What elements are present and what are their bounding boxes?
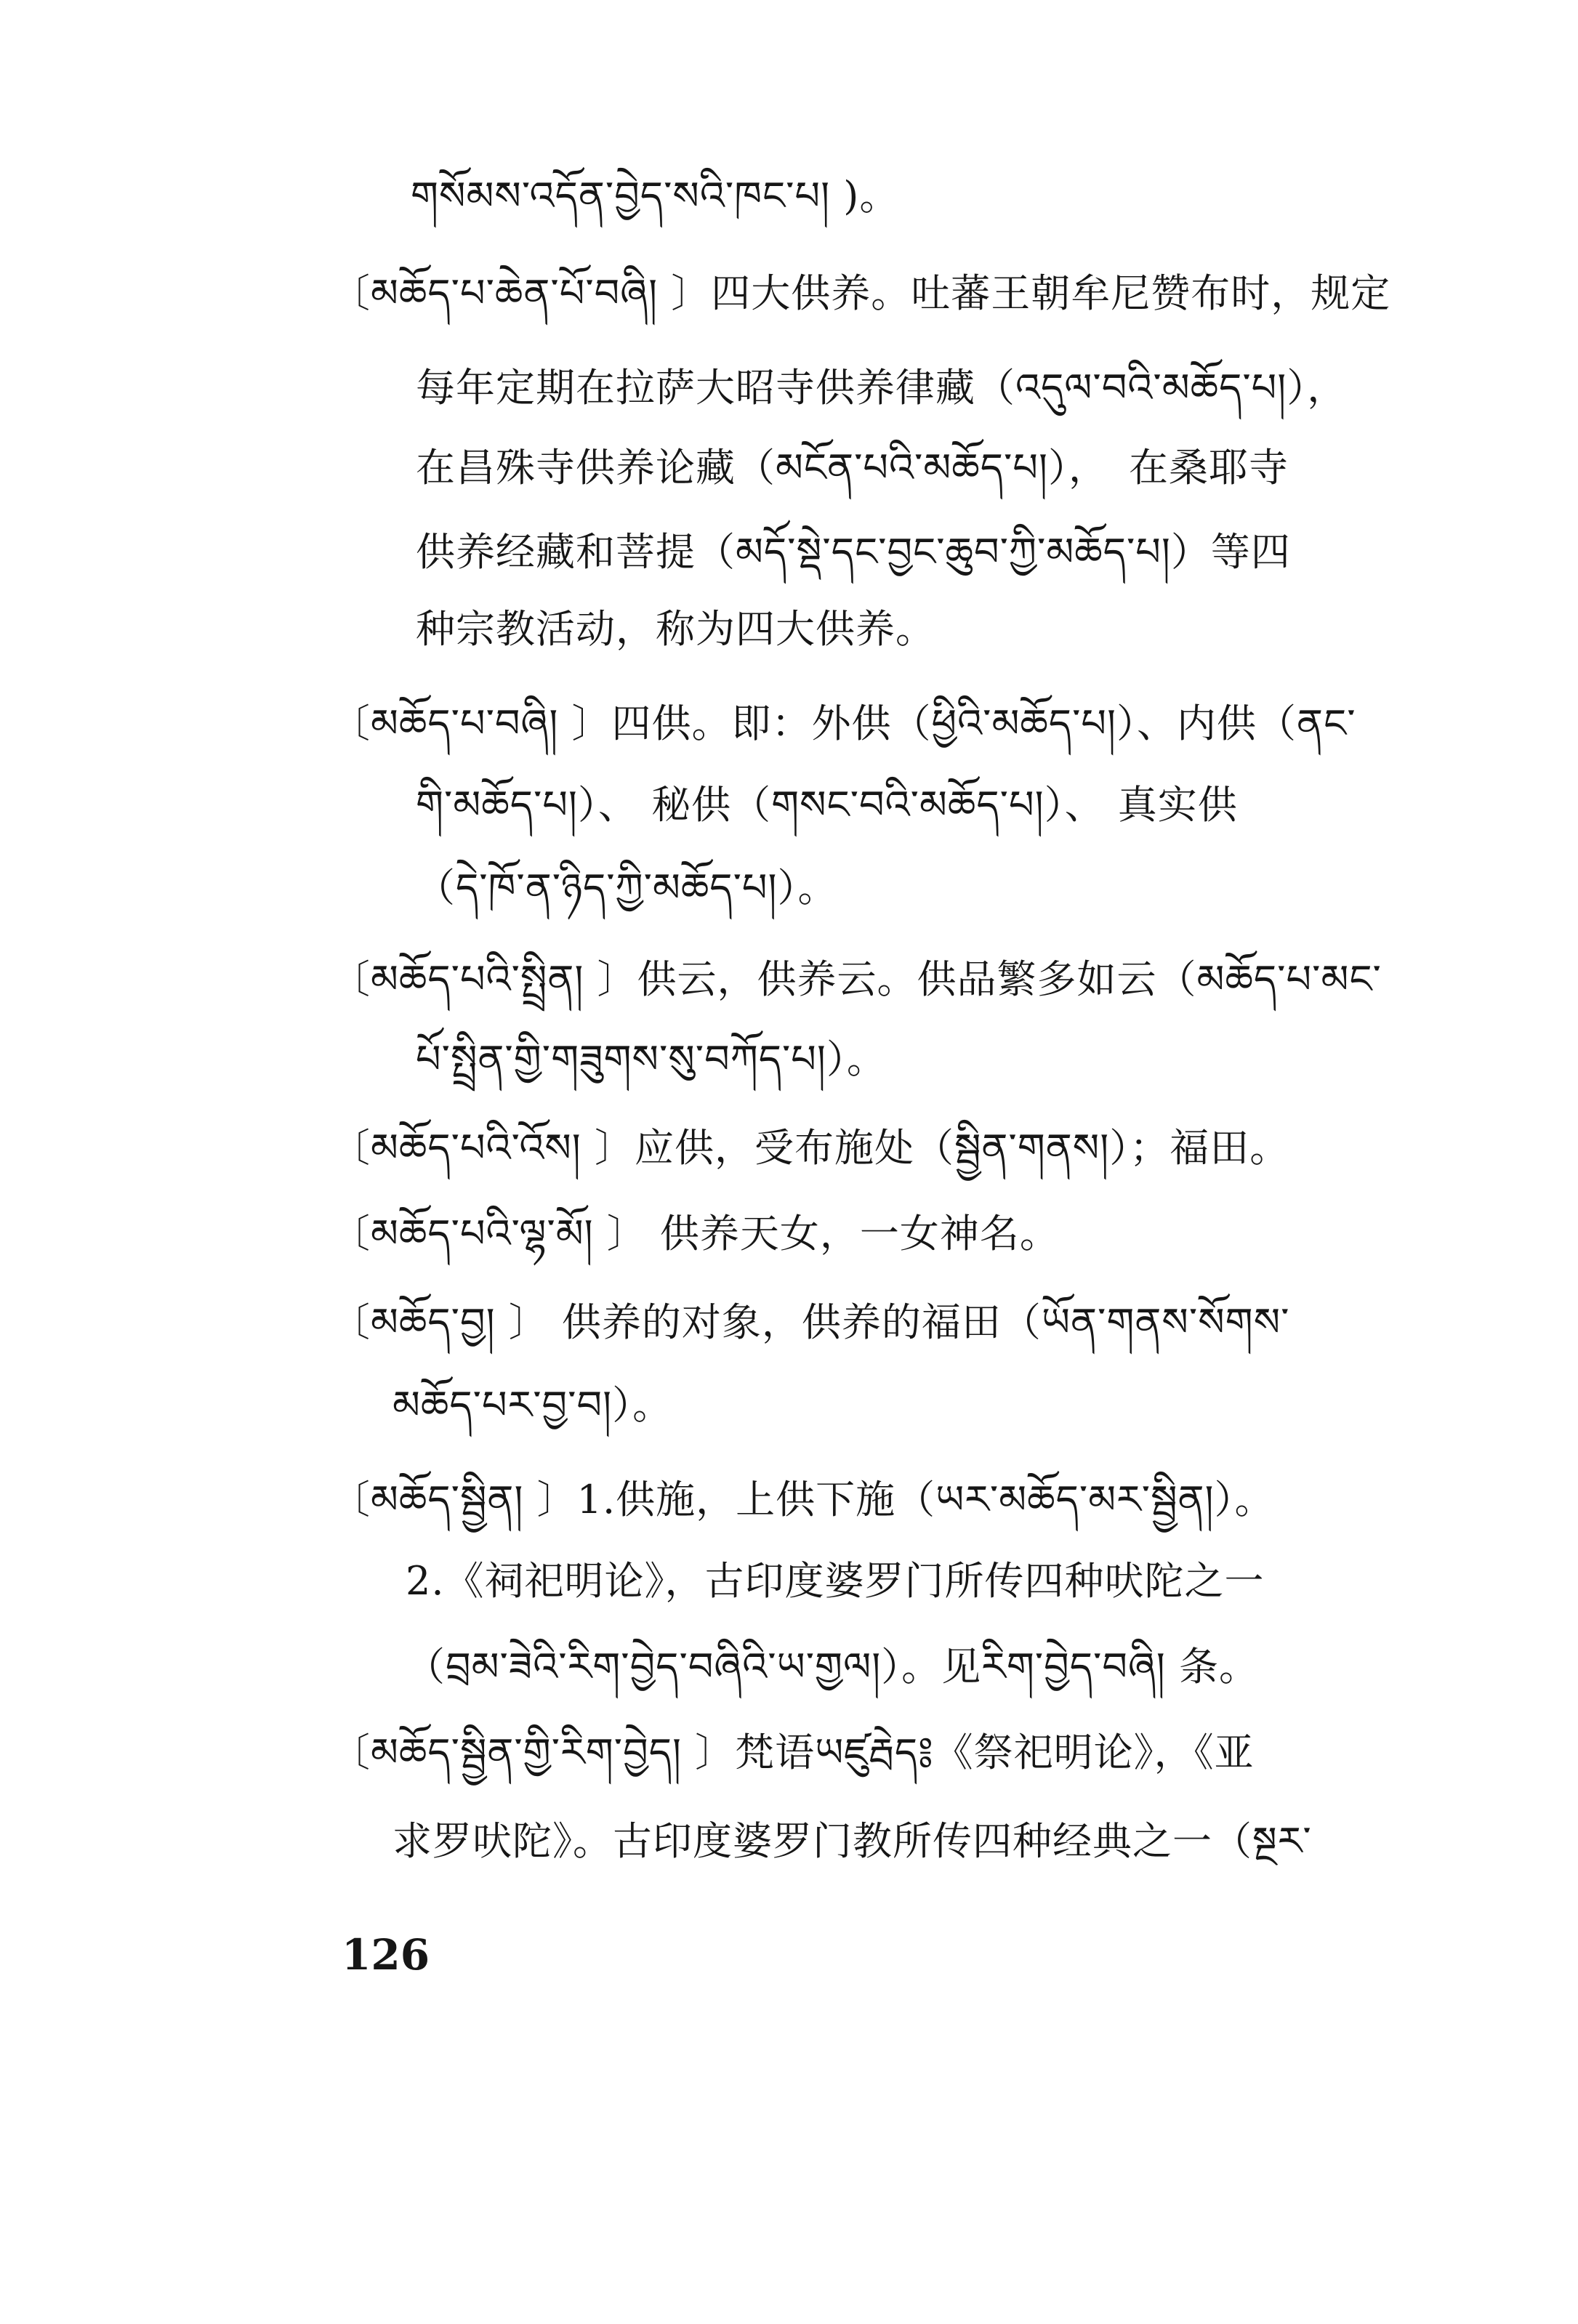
text-line: 每年定期在拉萨大昭寺供养律藏（འདུལ་བའི་མཆོད་པ།）， [416,365,1348,411]
text-line: 2.《祠祀明论》，古印度婆罗门所传四种吠陀之一 [406,1558,1265,1604]
text-line: གསོམས་འདོན་བྱེད་སའི་ཁང་པ། )。 [411,173,900,219]
page-number: 126 [342,1930,430,1980]
text-line: 求罗吠陀》。古印度婆罗门教所传四种经典之一（སྔར་ [393,1818,1312,1864]
text-line: མཆོད་པར་བྱ་བ།）。 [393,1382,673,1428]
text-line: 在昌殊寺供养论藏（མངོན་པའི་མཆོད་པ།）， 在桑耶寺 [416,445,1289,491]
text-line: （བྲམ་ཟེའི་རིག་བྱེད་བཞིའི་ཡ་གྱལ།）。见རིག་བྱེད་བཞི། 条。 [406,1644,1259,1690]
text-line: པོ་སྤྲིན་གྱི་གཟུགས་སུ་བཀོད་པ།）。 [416,1036,887,1082]
text-line: 供养经藏和菩提（མདོ་སྡེ་དང་བྱང་ཆུབ་ཀྱི་མཆོད་པ།）等四 [416,529,1291,575]
text-line: 〔མཆོད་པ་བཞི། 〕四供。即：外供（ཕྱིའི་མཆོད་པ།）、内供（ནང་ [331,701,1356,746]
text-line: （དེ་ཁོ་ན་ཉིད་ཀྱི་མཆོད་པ།）。 [416,865,838,911]
text-line: 〔མཆོད་པའི་ལྷ་མོ། 〕 供养天女，一女神名。 [331,1211,1060,1256]
text-line: 〔མཆོད་པའི་སྤྲིན། 〕供云，供养云。供品繁多如云（མཆོད་པ་མང་ [331,956,1382,1002]
text-line: 〔མཆོད་སྦྱིན་གྱི་རིག་བྱེད། 〕梵语ཡཛུརྦེད༔《祭祀明论》，《亚 [331,1730,1255,1775]
text-line: 〔མཆོད་སྦྱིན། 〕1.供施，上供下施（ཡར་མཆོད་མར་སྦྱིན།）。 [331,1477,1275,1522]
text-line: 〔མཆོད་བྱ། 〕 供养的对象，供养的福田（ཡོན་གནས་སོགས་ [331,1299,1290,1345]
text-line: གི་མཆོད་པ།）、 秘供（གསང་བའི་མཆོད་པ།）、 真实供 [416,782,1238,828]
text-line: 〔མཆོད་པ་ཆེན་པོ་བཞི། 〕四大供养。吐蕃王朝牟尼赞布时，规定 [331,270,1391,316]
text-line: 〔མཆོད་པའི་འོས། 〕应供，受布施处（སྦྱིན་གནས།）；福田。 [331,1125,1290,1171]
text-line: 种宗教活动，称为四大供养。 [416,606,935,652]
